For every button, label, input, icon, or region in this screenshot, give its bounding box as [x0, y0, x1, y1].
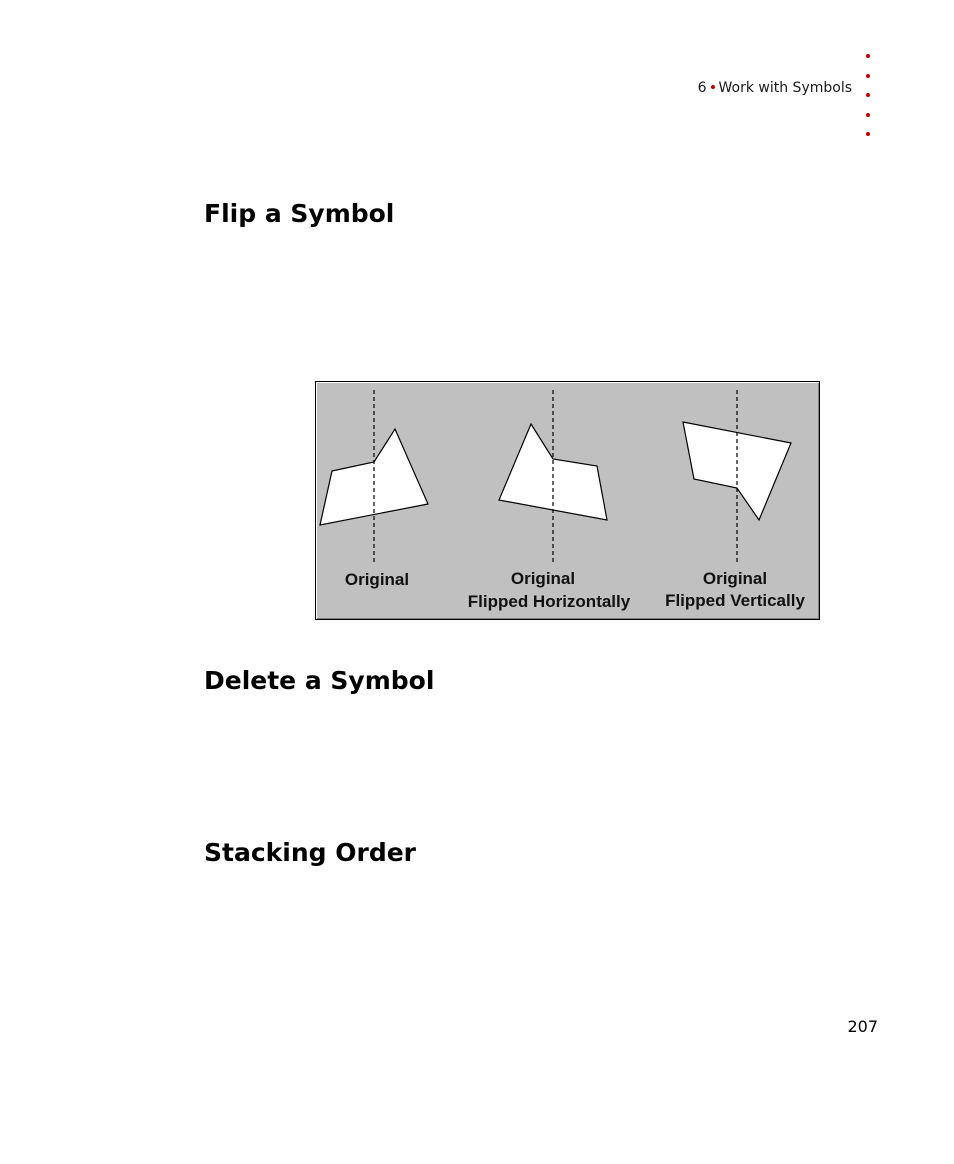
margin-dots-decoration [866, 54, 872, 152]
flipped-vertically-shape [683, 390, 791, 564]
flip-illustration [316, 382, 821, 621]
label-flipped-v-line2: Flipped Vertically [665, 591, 805, 610]
dot-icon [866, 132, 870, 136]
dot-icon [866, 54, 870, 58]
flipped-horizontally-shape [499, 390, 607, 564]
page-number: 207 [847, 1017, 878, 1036]
bullet-separator-icon [711, 85, 715, 89]
section-heading-delete-symbol: Delete a Symbol [204, 666, 435, 695]
original-shape [320, 390, 428, 564]
flip-symbol-figure [315, 381, 820, 620]
section-heading-flip-symbol: Flip a Symbol [204, 199, 395, 228]
chapter-number: 6 [697, 80, 707, 96]
section-heading-stacking-order: Stacking Order [204, 838, 416, 867]
label-original: Original [344, 570, 410, 589]
chapter-title: Work with Symbols [718, 80, 852, 96]
dot-icon [866, 113, 870, 117]
dot-icon [866, 93, 870, 97]
label-flipped-h-line2: Flipped Horizontally [467, 592, 631, 611]
label-flipped-h-line1: Original [510, 569, 576, 588]
label-flipped-v-line1: Original [702, 569, 768, 588]
running-header [600, 79, 852, 97]
dot-icon [866, 74, 870, 78]
